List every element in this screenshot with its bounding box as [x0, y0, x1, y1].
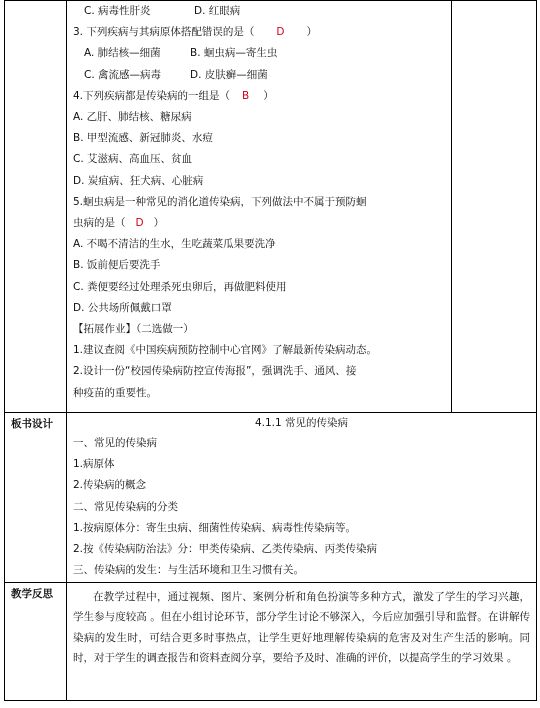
- board-design-content: [67, 413, 537, 583]
- q3-option-b: B. 蛔虫病—寄生虫: [190, 47, 278, 60]
- q5-option-a: A. 不喝不清洁的生水，生吃蔬菜瓜果要洗净: [73, 238, 276, 251]
- q4-option-a: A. 乙肝、肺结核、糖尿病: [73, 111, 192, 124]
- q4-option-c: C. 艾滋病、高血压、贫血: [73, 153, 193, 166]
- exercise-content-cell: [67, 1, 537, 413]
- board-line-4: 二、常见传染病的分类: [73, 500, 178, 513]
- board-line-3: 2.传染病的概念: [73, 479, 147, 492]
- homework-item-1: 1.建议查阅《中国疾病预防控制中心官网》了解最新传染病动态。: [73, 344, 378, 357]
- q3-stem: 3. 下列疾病与其病原体搭配错误的是（ D ）: [73, 26, 317, 39]
- board-line-6: 2.按《传染病防治法》分：甲类传染病、乙类传染病、丙类传染病: [73, 543, 378, 556]
- exercise-row: [5, 1, 537, 413]
- board-line-1: 一、常见的传染病: [73, 437, 157, 449]
- board-line-7: 三、传染病的发生：与生活环境和卫生习惯有关。: [73, 564, 304, 577]
- q3-options-cd: [73, 65, 445, 86]
- exercise-questions: [67, 1, 451, 412]
- q3-answer: D: [276, 26, 285, 39]
- q4-option-d: D. 炭疽病、狂犬病、心脏病: [73, 174, 204, 187]
- q2-options-cd: [73, 1, 445, 22]
- homework-title: 【拓展作业】（二选做一）: [73, 323, 194, 336]
- q3-option-a: A. 肺结核—细菌: [84, 47, 161, 60]
- q3-options-ab: [73, 43, 445, 64]
- homework-item-2: 2.设计一份“校园传染病防控宣传海报”，强调洗手、通风、接: [73, 365, 357, 378]
- q2-option-d: D. 红眼病: [194, 5, 241, 17]
- q5-stem-line1: 5.蛔虫病是一种常见的消化道传染病，下列做法中不属于预防蛔: [73, 195, 367, 208]
- reflection-label: 教学反思: [5, 583, 67, 701]
- board-line-5: 1.按病原体分：寄生虫病、细菌性传染病、病毒性传染病等。: [73, 521, 357, 534]
- q5-stem-line2: 虫病的是（ D ）: [73, 217, 165, 230]
- q4-option-b: B. 甲型流感、新冠肺炎、水痘: [73, 132, 213, 145]
- reflection-text: 在教学过程中，通过视频、图片、案例分析和角色扮演等多种方式，激发了学生的学习兴趣，学生参与度较高 。但在小组讨论环节，部分学生讨论不够深入，今后应加强引导和监督。在讲解传染病的发生时，可结合更多时事热点，让学生更好地理解传染病的危害及对生产生活的影响。同时，对于学生的调查报告和资料查阅分享，要给予及时、准确的评价，以提高学生的学习效果 。: [73, 591, 530, 664]
- exercise-label-cell: [5, 1, 67, 413]
- q5-option-d: D. 公共场所佩戴口罩: [73, 301, 172, 314]
- board-line-2: 1.病原体: [73, 458, 115, 471]
- q5-option-c: C. 粪便要经过处理杀死虫卵后，再做肥料使用: [73, 280, 287, 293]
- q3-option-c: C. 禽流感—病毒: [84, 68, 162, 81]
- q4-stem: 4.下列疾病都是传染病的一组是（ B ）: [73, 89, 274, 102]
- homework-item-2-cont: 种疫苗的重要性。: [73, 386, 157, 399]
- q2-option-c: C. 病毒性肝炎: [84, 5, 151, 17]
- board-title: 4.1.1 常见的传染病: [254, 417, 349, 429]
- board-design-row: [5, 413, 537, 583]
- board-design-label: 板书设计: [5, 413, 67, 583]
- q4-answer: B: [242, 89, 250, 102]
- lesson-plan-table: [4, 0, 537, 701]
- q3-option-d: D. 皮肤癣—细菌: [190, 68, 268, 81]
- reflection-row: [5, 583, 537, 701]
- exercise-blank-column: [451, 1, 536, 412]
- q5-answer: D: [135, 217, 144, 230]
- reflection-content: [67, 583, 537, 701]
- q5-option-b: B. 饭前便后要洗手: [73, 259, 161, 272]
